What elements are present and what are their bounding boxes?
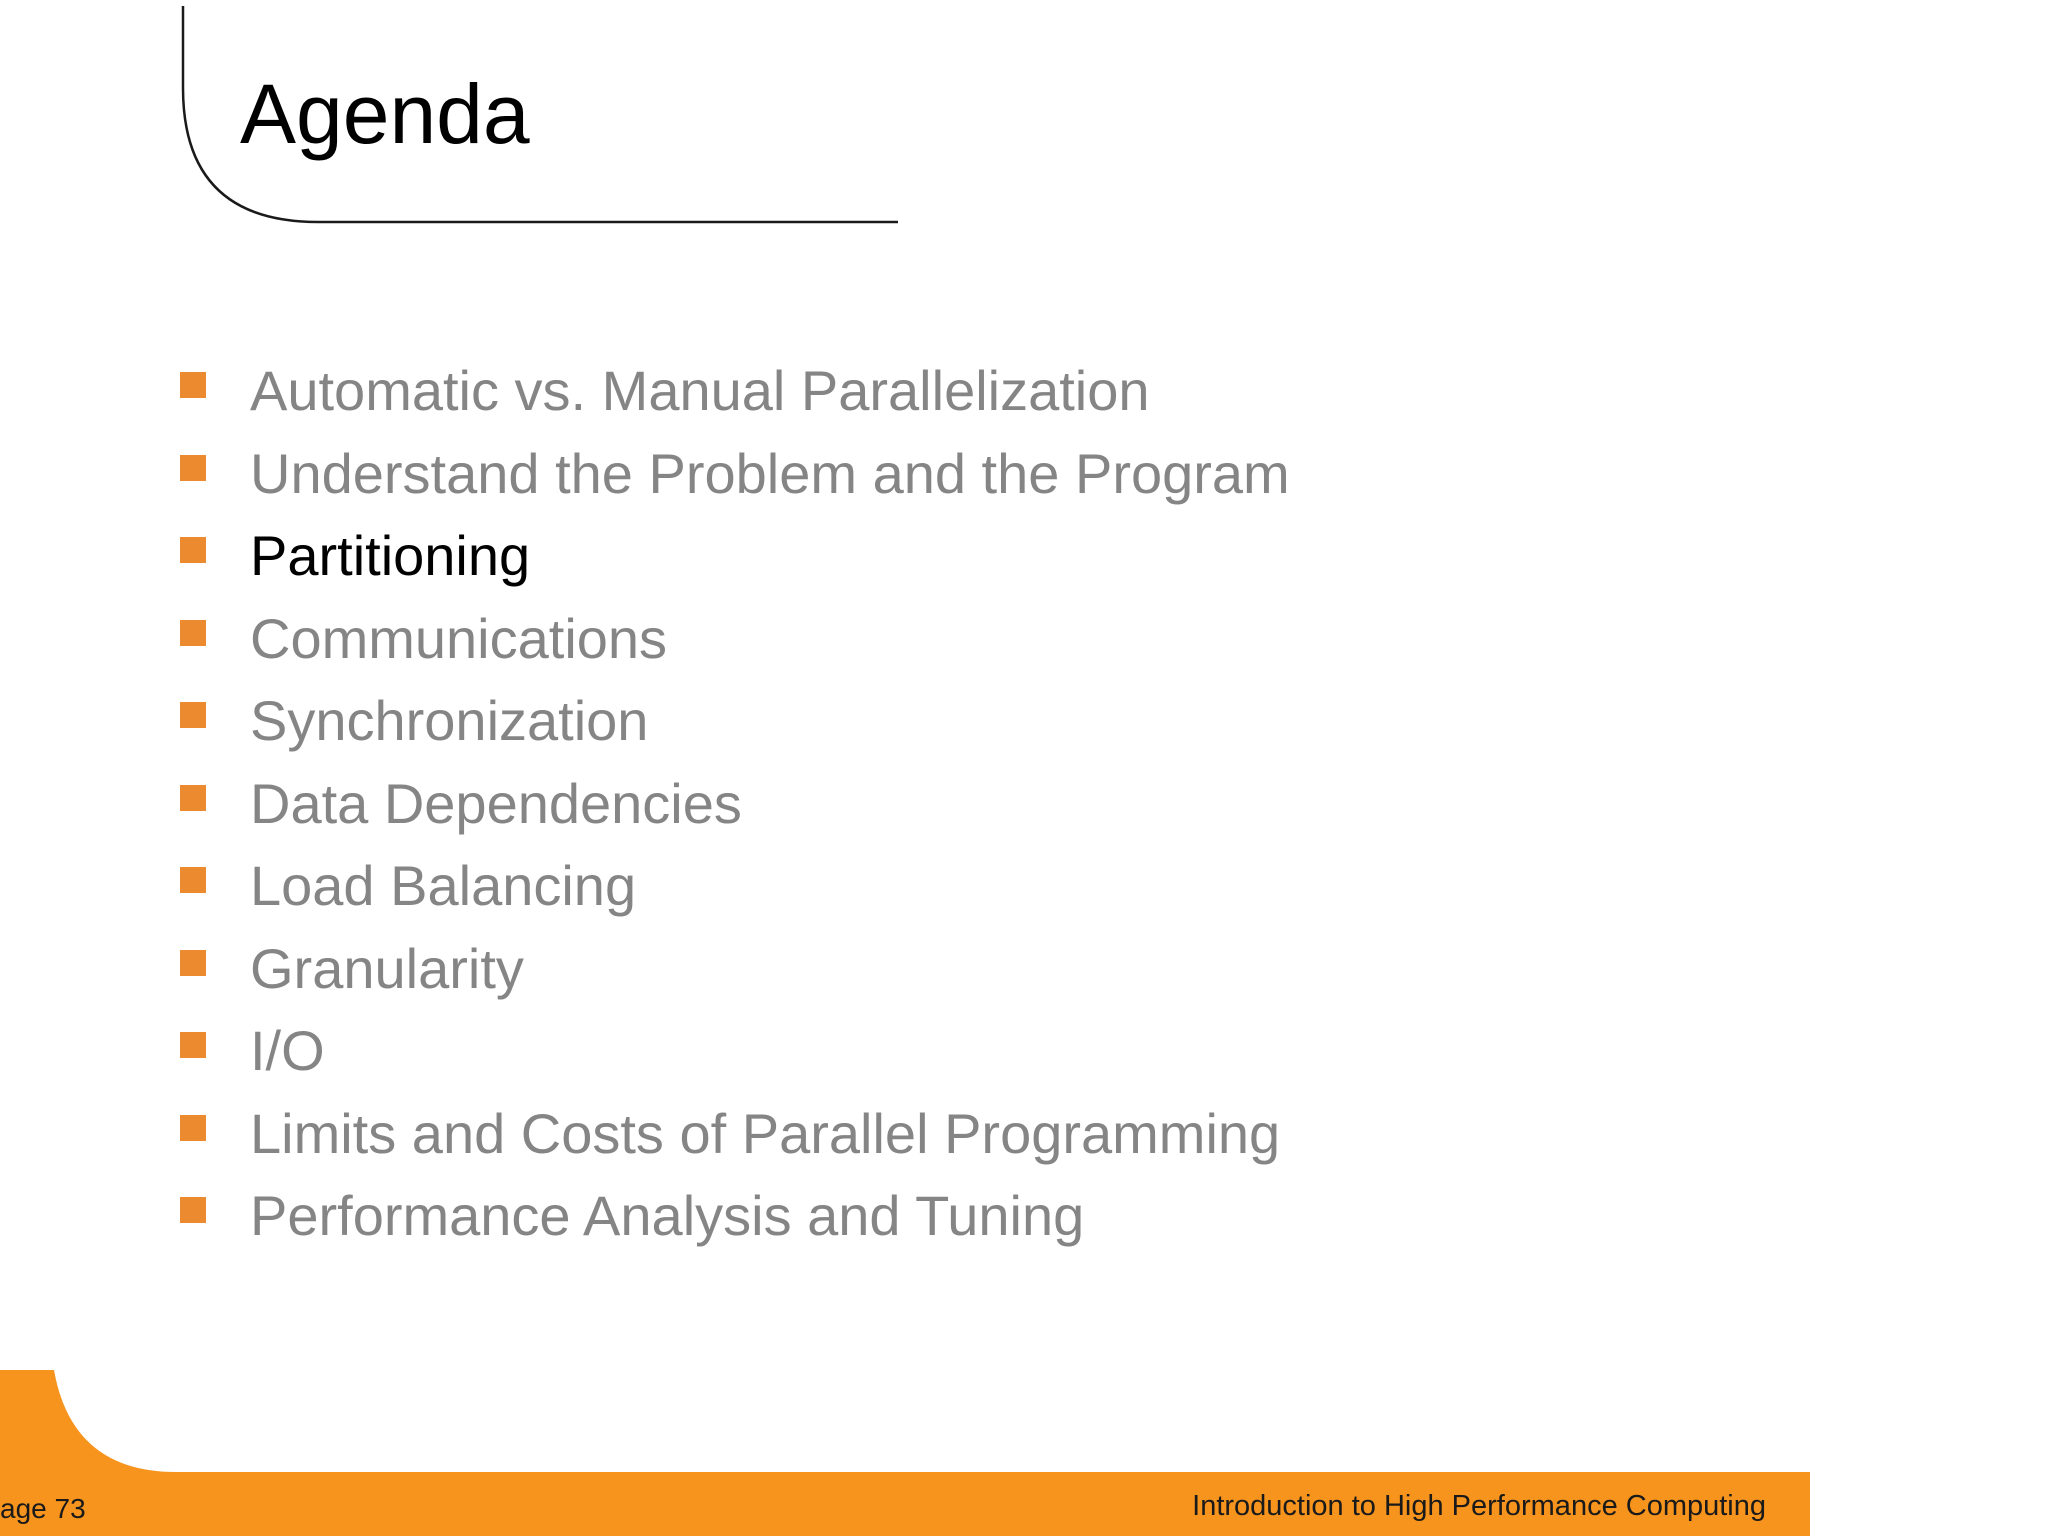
page-title: Agenda — [240, 67, 530, 161]
agenda-item-io — [180, 1010, 1290, 1093]
square-bullet-icon — [180, 620, 206, 646]
agenda-item-limits-and-costs — [180, 1093, 1290, 1176]
agenda-item-communications — [180, 598, 1290, 681]
agenda-item-understand-problem — [180, 433, 1290, 516]
agenda-list — [180, 350, 1290, 1258]
agenda-item-label: Understand the Problem and the Program — [250, 441, 1290, 505]
agenda-item-load-balancing — [180, 845, 1290, 928]
square-bullet-icon — [180, 702, 206, 728]
agenda-item-label: Communications — [250, 606, 668, 670]
agenda-item-label: Granularity — [250, 936, 524, 1000]
agenda-item-label: Partitioning — [250, 524, 531, 588]
footer-course-title: Introduction to High Performance Computing — [1192, 1490, 1766, 1522]
agenda-item-label: I/O — [250, 1019, 325, 1083]
agenda-item-label: Limits and Costs of Parallel Programming — [250, 1101, 1281, 1165]
square-bullet-icon — [180, 455, 206, 481]
square-bullet-icon — [180, 372, 206, 398]
agenda-item-granularity — [180, 928, 1290, 1011]
square-bullet-icon — [180, 537, 206, 563]
agenda-item-label: Automatic vs. Manual Parallelization — [250, 359, 1150, 423]
page-number: age 73 — [0, 1493, 86, 1524]
agenda-item-automatic-vs-manual — [180, 350, 1290, 433]
agenda-item-synchronization — [180, 680, 1290, 763]
agenda-item-label: Load Balancing — [250, 854, 637, 918]
agenda-item-data-dependencies — [180, 763, 1290, 846]
agenda-item-partitioning — [180, 515, 1290, 598]
square-bullet-icon — [180, 867, 206, 893]
square-bullet-icon — [180, 785, 206, 811]
agenda-item-label: Performance Analysis and Tuning — [250, 1184, 1085, 1248]
square-bullet-icon — [180, 950, 206, 976]
square-bullet-icon — [180, 1197, 206, 1223]
agenda-item-performance-analysis — [180, 1175, 1290, 1258]
square-bullet-icon — [180, 1115, 206, 1141]
agenda-item-label: Synchronization — [250, 689, 649, 753]
square-bullet-icon — [180, 1032, 206, 1058]
agenda-item-label: Data Dependencies — [250, 771, 742, 835]
